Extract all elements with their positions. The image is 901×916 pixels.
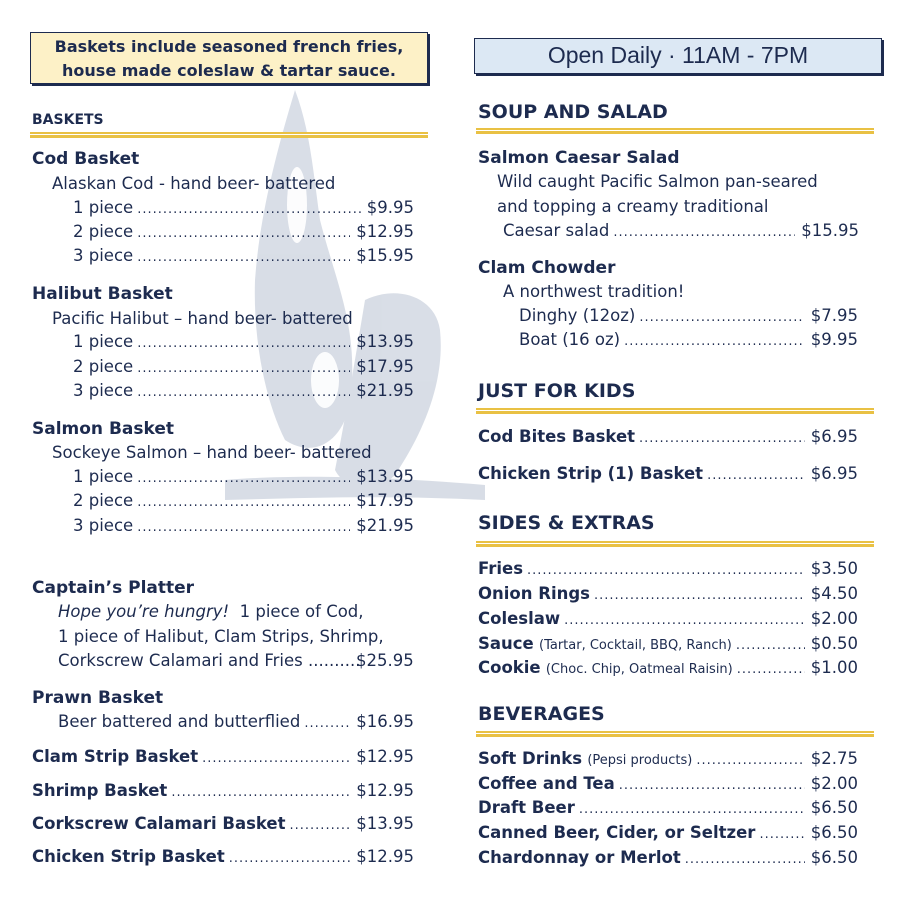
price-value: $13.95 [356, 467, 414, 486]
dot-leader [579, 802, 805, 817]
dot-leader [137, 250, 350, 265]
menu-item-line [478, 848, 858, 867]
menu-price-line [73, 222, 414, 241]
menu-item-name: Sauce [478, 634, 534, 653]
menu-item-line [32, 847, 414, 866]
price-value: $21.95 [356, 381, 414, 400]
dot-leader [737, 662, 805, 677]
salmon-caesar-name: Salmon Caesar Salad [478, 148, 680, 168]
dot-leader [171, 785, 350, 800]
price-value: $6.50 [810, 798, 858, 817]
menu-item-line [478, 634, 858, 653]
menu-item-name: Chicken Strip (1) Basket [478, 464, 704, 483]
menu-item-line [478, 823, 858, 842]
price-value: $2.00 [810, 774, 858, 793]
dot-leader [639, 431, 805, 446]
menu-item-note: (Tartar, Cocktail, BBQ, Ranch) [539, 638, 732, 653]
dot-leader [137, 520, 350, 535]
price-value: $16.95 [356, 712, 414, 731]
menu-item-name: Fries [478, 559, 524, 578]
price-value: $13.95 [356, 332, 414, 351]
soup-salad-divider [476, 128, 874, 134]
menu-item-line [478, 584, 858, 603]
menu-price-line [73, 332, 414, 351]
captains-platter-price: $25.95 [356, 651, 414, 670]
price-line-label: 2 piece [73, 357, 134, 376]
price-value: $12.95 [356, 847, 414, 866]
sides-divider [476, 541, 874, 547]
menu-item-name: Coleslaw [478, 609, 561, 628]
menu-price-line [73, 381, 414, 400]
price-line-label: 1 piece [73, 467, 134, 486]
dot-leader [137, 471, 350, 486]
price-value: $1.00 [810, 658, 858, 677]
menu-item-line [478, 609, 858, 628]
price-line-label: Boat (16 oz) [519, 330, 621, 349]
dot-leader [707, 468, 805, 483]
price-line-label: 1 piece [73, 198, 134, 217]
dot-leader [639, 310, 804, 325]
menu-price-line [73, 516, 414, 535]
dot-leader [137, 336, 350, 351]
baskets-divider [30, 132, 428, 138]
menu-item-name: Shrimp Basket [32, 781, 168, 800]
notice-line-2: house made coleslaw & tartar sauce. [62, 61, 396, 80]
dot-leader [229, 851, 351, 866]
menu-item-line [478, 749, 858, 768]
menu-item-line [32, 814, 414, 833]
dot-leader [613, 225, 795, 240]
menu-item-name: Corkscrew Calamari Basket [32, 814, 286, 833]
clam-chowder-desc: A northwest tradition! [503, 282, 685, 301]
price-line-label: 1 piece [73, 332, 134, 351]
price-value: $12.95 [356, 781, 414, 800]
dot-leader [696, 753, 804, 768]
price-value: $12.95 [356, 747, 414, 766]
baskets-include-notice [30, 32, 428, 84]
menu-item-name: Chardonnay or Merlot [478, 848, 681, 867]
menu-item-line [32, 747, 414, 766]
price-value: $9.95 [810, 330, 858, 349]
captains-platter-tagline: Hope you’re hungry! [58, 602, 230, 621]
dot-leader [137, 361, 350, 376]
menu-item-name: Clam Strip Basket [32, 747, 199, 766]
halibut-basket-desc: Pacific Halibut – hand beer- battered [52, 309, 353, 328]
menu-item-line [478, 464, 858, 483]
notice-line-1: Baskets include seasoned french fries, [54, 37, 404, 56]
menu-price-line [73, 467, 414, 486]
price-value: $21.95 [356, 516, 414, 535]
dot-leader [137, 202, 361, 217]
menu-price-line [58, 712, 414, 731]
captains-platter-line-2: 1 piece of Halibut, Clam Strips, Shrimp, [58, 627, 384, 646]
menu-item-line [478, 658, 858, 677]
dot-leader [527, 563, 805, 578]
captains-platter-name: Captain’s Platter [32, 578, 195, 598]
price-line-label: Dinghy (12oz) [519, 306, 636, 325]
salmon-caesar-desc-1: Wild caught Pacific Salmon pan-seared [497, 172, 818, 191]
beverages-divider [476, 731, 874, 737]
captains-platter-text: 1 piece of Cod, [239, 602, 364, 621]
price-value: $6.50 [810, 848, 858, 867]
menu-item-note: (Choc. Chip, Oatmeal Raisin) [545, 662, 733, 677]
dot-leader [594, 588, 805, 603]
dot-leader [736, 638, 805, 653]
menu-item-name: Chicken Strip Basket [32, 847, 225, 866]
menu-item-line [478, 798, 858, 817]
dot-leader [137, 495, 350, 510]
menu-item-name: Soft Drinks [478, 749, 583, 768]
kids-divider [476, 408, 874, 414]
menu-item-name: Onion Rings [478, 584, 590, 603]
price-value: $0.50 [810, 634, 858, 653]
price-line-label: 2 piece [73, 222, 134, 241]
salmon-basket-name: Salmon Basket [32, 419, 175, 439]
price-value: $6.95 [810, 464, 858, 483]
menu-price-line [73, 491, 414, 510]
dot-leader [685, 852, 805, 867]
menu-price-line [73, 198, 414, 217]
menu-price-line [519, 306, 858, 325]
price-value: $6.50 [810, 823, 858, 842]
dot-leader [290, 818, 351, 833]
prawn-basket-name: Prawn Basket [32, 688, 164, 708]
menu-item-line [478, 559, 858, 578]
prawn-basket-desc: Beer battered and butterflied [58, 712, 301, 731]
dot-leader [202, 751, 350, 766]
captains-platter-line-3: Corkscrew Calamari and Fries .......... [58, 651, 361, 670]
salmon-basket-desc: Sockeye Salmon – hand beer- battered [52, 443, 372, 462]
price-value: $15.95 [801, 221, 859, 240]
menu-item-name: Cod Bites Basket [478, 427, 636, 446]
price-value: $3.50 [810, 559, 858, 578]
dot-leader [619, 778, 805, 793]
dot-leader [137, 385, 350, 400]
price-value: $2.75 [810, 749, 858, 768]
menu-item-name: Cookie [478, 658, 541, 677]
price-value: $12.95 [356, 222, 414, 241]
price-value: $9.95 [366, 198, 414, 217]
menu-price-line [503, 221, 859, 240]
sides-heading: SIDES & EXTRAS [478, 512, 655, 534]
dot-leader [624, 334, 805, 349]
cod-basket-name: Cod Basket [32, 149, 140, 169]
dot-leader [759, 827, 804, 842]
kids-heading: JUST FOR KIDS [478, 380, 636, 402]
menu-item-line [32, 781, 414, 800]
price-value: $17.95 [356, 491, 414, 510]
menu-item-name: Canned Beer, Cider, or Seltzer [478, 823, 756, 842]
captains-platter-line-1 [58, 602, 364, 621]
cod-basket-desc: Alaskan Cod - hand beer- battered [52, 174, 336, 193]
price-line-label: 3 piece [73, 381, 134, 400]
menu-price-line [73, 357, 414, 376]
open-hours-banner: Open Daily · 11AM - 7PM [474, 38, 882, 74]
price-line-label: 2 piece [73, 491, 134, 510]
soup-salad-heading: SOUP AND SALAD [478, 101, 668, 123]
price-value: $4.50 [810, 584, 858, 603]
price-value: $17.95 [356, 357, 414, 376]
menu-item-name: Coffee and Tea [478, 774, 615, 793]
price-value: $15.95 [356, 246, 414, 265]
clam-chowder-name: Clam Chowder [478, 258, 616, 278]
halibut-basket-name: Halibut Basket [32, 284, 173, 304]
dot-leader [304, 716, 350, 731]
price-value: $2.00 [810, 609, 858, 628]
menu-price-line [519, 330, 858, 349]
price-value: $6.95 [810, 427, 858, 446]
menu-item-name: Draft Beer [478, 798, 575, 817]
price-line-label: 3 piece [73, 246, 134, 265]
dot-leader [137, 226, 350, 241]
dot-leader [564, 613, 805, 628]
baskets-heading: BASKETS [32, 112, 104, 128]
salmon-caesar-desc-3: Caesar salad [503, 221, 610, 240]
menu-item-line [478, 427, 858, 446]
price-value: $13.95 [356, 814, 414, 833]
beverages-heading: BEVERAGES [478, 703, 605, 725]
menu-item-note: (Pepsi products) [587, 753, 693, 768]
menu-price-line [73, 246, 414, 265]
price-line-label: 3 piece [73, 516, 134, 535]
salmon-caesar-desc-2: and topping a creamy traditional [497, 197, 769, 216]
price-value: $7.95 [810, 306, 858, 325]
menu-item-line [478, 774, 858, 793]
